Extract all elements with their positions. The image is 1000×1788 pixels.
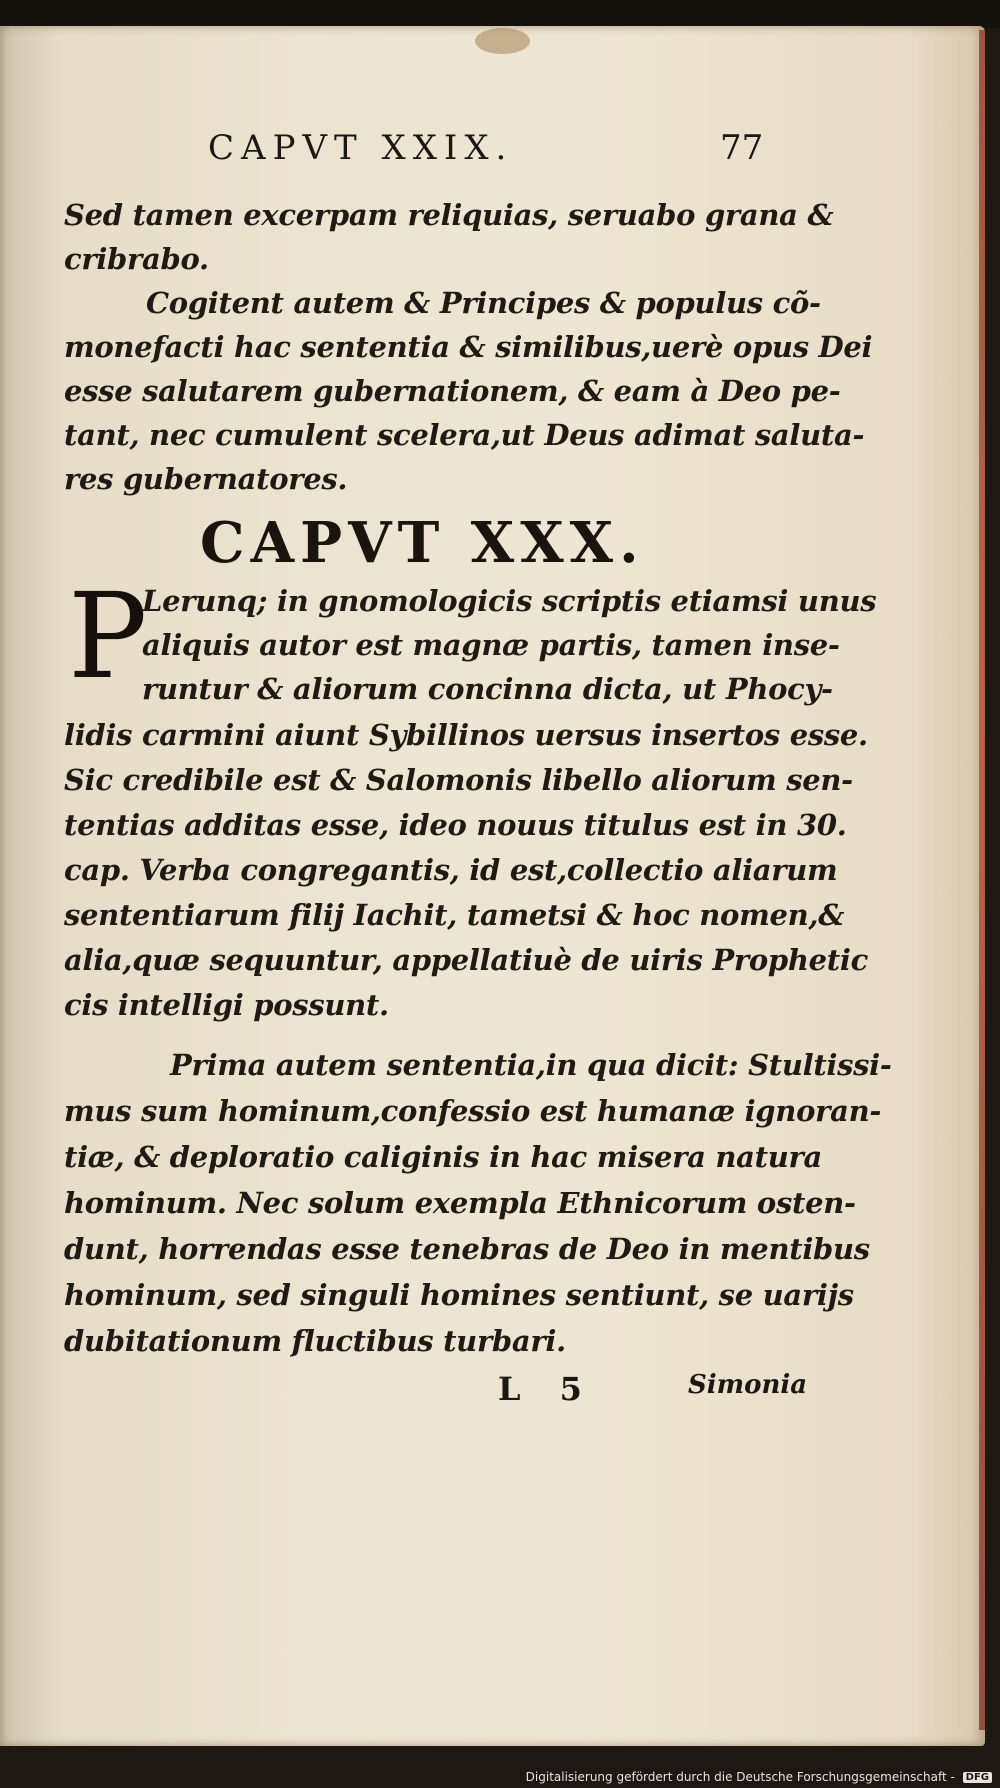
text-line: dunt, horrendas esse tenebras de Deo in mentibus	[64, 1232, 870, 1266]
digitization-banner	[526, 1770, 992, 1784]
text-line: Lerunq; in gnomologicis scriptis etiamsi unus	[142, 584, 877, 618]
text-line: cap. Verba congregantis, id est,collectio aliarum	[64, 853, 838, 887]
text-line: runtur & aliorum concinna dicta, ut Phocy-	[142, 672, 833, 706]
text-line: tentias additas esse, ideo nouus titulus est in 30.	[64, 808, 847, 842]
text-line: Sic credibile est & Salomonis libello aliorum sen-	[64, 763, 853, 797]
text-line: sententiarum filij Iachit, tametsi & hoc nomen,&	[64, 898, 845, 932]
dfg-logo-icon: DFG	[963, 1772, 992, 1783]
text-line: cribrabo.	[64, 242, 209, 276]
text-line: dubitationum fluctibus turbari.	[64, 1324, 566, 1358]
text-line: esse salutarem gubernationem, & eam à Deo pe-	[64, 374, 841, 408]
chapter-title: CAPVT XXX.	[200, 510, 645, 576]
text-line: aliquis autor est magnæ partis, tamen inse-	[142, 628, 840, 662]
text-line: Prima autem sententia,in qua dicit: Stultissi-	[170, 1048, 892, 1082]
text-line: cis intelligi possunt.	[64, 988, 389, 1022]
page-number: 77	[720, 128, 764, 168]
text-line: tant, nec cumulent scelera,ut Deus adimat saluta-	[64, 418, 865, 452]
text-line: tiæ, & deploratio caliginis in hac misera natura	[64, 1140, 822, 1174]
drop-capital: P	[68, 567, 148, 705]
signature-mark: L 5	[498, 1370, 596, 1408]
text-line: monefacti hac sententia & similibus,uerè opus Dei	[64, 330, 873, 364]
page-red-edge	[979, 30, 985, 1730]
text-line: hominum. Nec solum exempla Ethnicorum osten-	[64, 1186, 856, 1220]
text-line: alia,quæ sequuntur, appellatiuè de uiris Prophetic	[64, 943, 868, 977]
scan-top-border	[0, 0, 1000, 28]
text-line: mus sum hominum,confessio est humanæ ignoran-	[64, 1094, 882, 1128]
text-line: hominum, sed singuli homines sentiunt, se uarijs	[64, 1278, 854, 1312]
running-head: CAPVT XXIX.	[208, 128, 514, 168]
text-line: res gubernatores.	[64, 462, 348, 496]
paper-stain	[475, 28, 530, 54]
digitization-banner-text: Digitalisierung gefördert durch die Deutsche Forschungsgemeinschaft -	[525, 1770, 955, 1784]
catchword: Simonia	[688, 1370, 808, 1400]
text-line: Sed tamen excerpam reliquias, seruabo grana &	[64, 198, 834, 232]
text-line: Cogitent autem & Principes & populus cõ-	[146, 286, 821, 320]
text-line: lidis carmini aiunt Sybillinos uersus insertos esse.	[64, 718, 868, 752]
